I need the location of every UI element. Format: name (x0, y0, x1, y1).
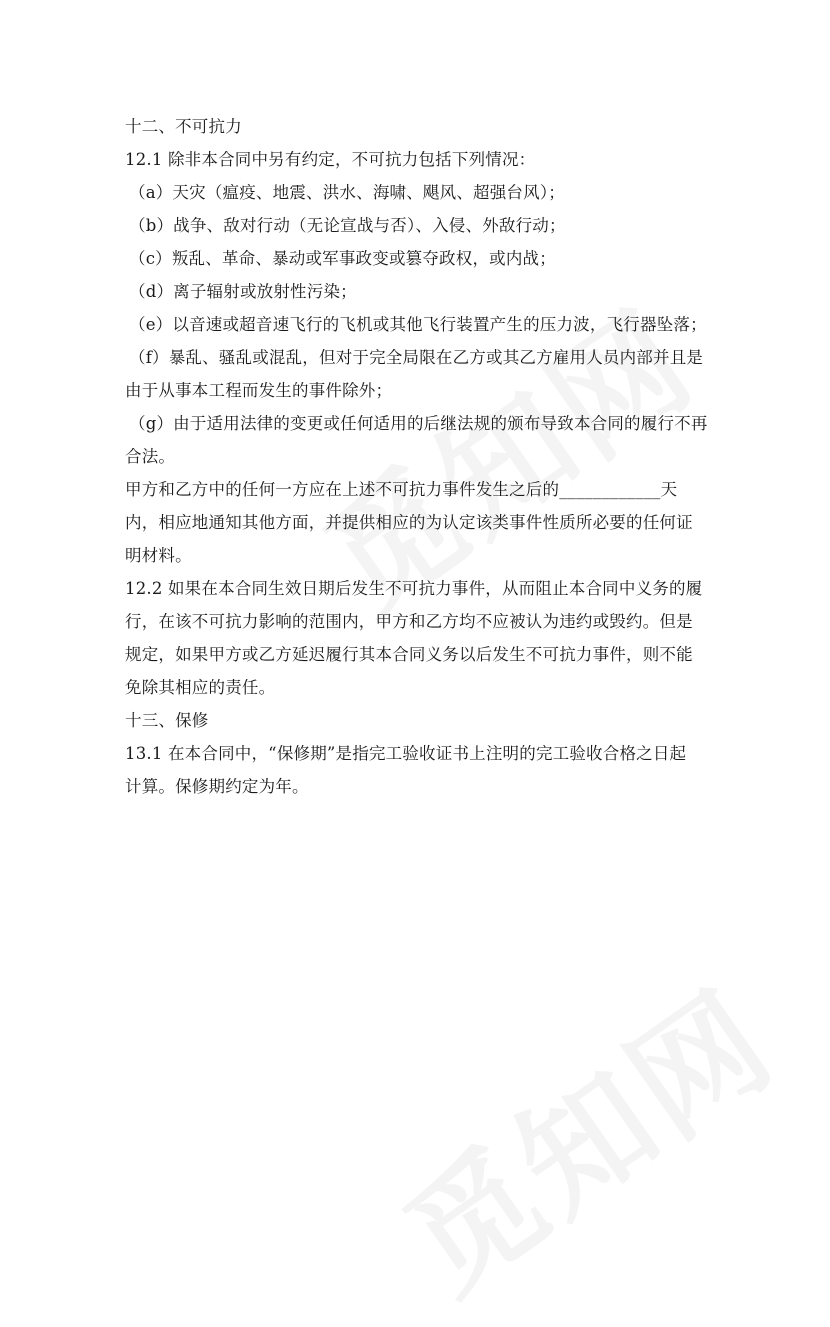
list-item-f: （f）暴乱、骚乱或混乱，但对于完全局限在乙方或其乙方雇用人员内部并且是 (129, 348, 704, 367)
list-item-c: （c）叛乱、革命、暴动或军事政变或篡夺政权，或内战； (129, 249, 556, 268)
clause-12-1-intro: 12.1 除非本合同中另有约定，不可抗力包括下列情况： (125, 150, 536, 169)
list-item-d: （d）离子辐射或放射性污染； (129, 282, 357, 301)
clause-12-2-line: 免除其相应的责任。 (125, 678, 276, 697)
list-item-b: （b）战争、敌对行动（无论宣战与否）、入侵、外敌行动； (129, 216, 566, 235)
list-item-a: （a）天灾（瘟疫、地震、洪水、海啸、飓风、超强台风）； (129, 183, 565, 202)
list-item-g: （g）由于适用法律的变更或任何适用的后继法规的颁布导致本合同的履行不再 (129, 414, 708, 433)
notice-paragraph-line: 内，相应地通知其他方面，并提供相应的为认定该类事件性质所必要的任何证 (125, 513, 693, 532)
clause-13-1-line: 计算。保修期约定为年。 (125, 777, 309, 796)
clause-12-2-line: 12.2 如果在本合同生效日期后发生不可抗力事件，从而阻止本合同中义务的履 (125, 579, 703, 598)
document-body (125, 110, 715, 803)
section-heading: 十二、不可抗力 (125, 117, 242, 136)
clause-12-2-line: 行，在该不可抗力影响的范围内，甲方和乙方均不应被认为违约或毁约。但是 (125, 612, 693, 631)
notice-paragraph-line: 明材料。 (125, 546, 192, 565)
list-item-f-continued: 由于从事本工程而发生的事件除外； (125, 381, 393, 400)
watermark-text (363, 940, 804, 1327)
list-item-e: （e）以音速或超音速飞行的飞机或其他飞行装置产生的压力波，飞行器坠落； (129, 315, 707, 334)
notice-paragraph-line: 甲方和乙方中的任何一方应在上述不可抗力事件发生之后的____________天 (125, 480, 678, 499)
list-item-g-continued: 合法。 (125, 447, 176, 466)
section-heading: 十三、保修 (125, 711, 209, 730)
clause-13-1-line: 13.1 在本合同中，“保修期”是指完工验收证书上注明的完工验收合格之日起 (125, 744, 687, 763)
clause-12-2-line: 规定，如果甲方或乙方延迟履行其本合同义务以后发生不可抗力事件，则不能 (125, 645, 693, 664)
